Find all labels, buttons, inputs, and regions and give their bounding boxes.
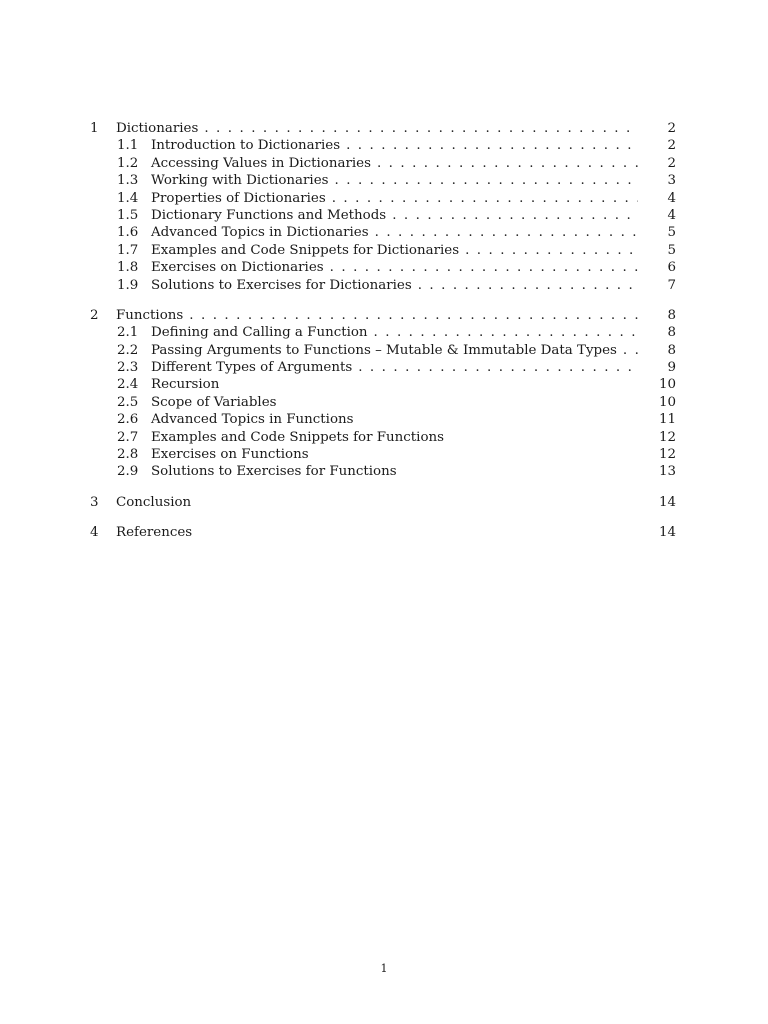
toc-page-number: 12 [658,429,676,445]
toc-entry[interactable] [90,155,676,172]
toc-section-number: 4 [90,525,99,541]
toc-page-number: 14 [658,494,676,510]
toc-dot-leader [198,120,638,137]
toc-entry-number: 1.6 [117,225,139,241]
toc-entry[interactable] [90,429,676,446]
toc-section-title: Dictionaries [116,121,199,136]
toc-entry-number: 2.9 [117,464,139,480]
toc-entry-number: 1.1 [117,138,139,154]
toc-section-number: 2 [90,307,99,323]
toc-entry-number: 2.4 [117,377,139,393]
toc-entry-title: Dictionary Functions and Methods [151,207,387,223]
toc-page-number: 2 [667,138,676,154]
toc-page-number: 5 [667,225,676,241]
toc-section-heading[interactable] [90,494,676,511]
toc-entry-number: 1.7 [117,242,139,258]
toc-entry-number: 2.8 [117,447,139,463]
toc-page-number: 5 [667,242,676,258]
toc-entry-title: Working with Dictionaries [151,173,329,189]
toc-entry[interactable] [90,190,676,207]
toc-entry-number: 2.7 [117,429,139,445]
toc-entry-title: Advanced Topics in Functions [151,412,354,428]
toc-entry[interactable] [90,446,676,463]
toc-dot-leader [340,137,638,154]
toc-entry-number: 2.3 [117,360,139,376]
toc-entry[interactable] [90,324,676,341]
toc-entry-title: Solutions to Exercises for Functions [151,464,397,480]
toc-entry-title: Introduction to Dictionaries [151,138,341,154]
toc-entry-title: Exercises on Dictionaries [151,260,324,276]
toc-section-heading[interactable] [90,120,676,137]
toc-section [90,307,676,481]
toc-entry[interactable] [90,172,676,189]
toc-entry-title: Different Types of Arguments [151,360,353,376]
toc-page-number: 12 [658,447,676,463]
toc-dot-leader [326,190,638,207]
toc-page-number: 6 [667,260,676,276]
toc-entry[interactable] [90,259,676,276]
toc-entry-title: Examples and Code Snippets for Dictionaries [151,242,460,258]
toc-entry[interactable] [90,342,676,359]
toc-entry-number: 1.9 [117,277,139,293]
toc-entry[interactable] [90,359,676,376]
toc-section [90,494,676,511]
toc-entry-number: 2.5 [117,394,139,410]
toc-page-number: 8 [667,307,676,323]
toc-entry[interactable] [90,277,676,294]
toc-entry-title: Advanced Topics in Dictionaries [151,225,369,241]
table-of-contents [90,120,676,555]
toc-page-number: 2 [667,155,676,171]
toc-entry-number: 2.1 [117,325,139,341]
toc-entry-number: 2.6 [117,412,139,428]
toc-dot-leader [412,277,638,294]
toc-entry-number: 1.4 [117,190,139,206]
toc-dot-leader [352,359,638,376]
toc-dot-leader [329,172,638,189]
toc-entry-title: Passing Arguments to Functions – Mutable & Immutable Data Types [151,342,617,358]
toc-entry[interactable] [90,463,676,480]
toc-section-number: 3 [90,494,99,510]
toc-entry-title: Solutions to Exercises for Dictionaries [151,277,412,293]
toc-entry-number: 1.8 [117,260,139,276]
toc-section [90,524,676,541]
toc-page-number: 4 [667,190,676,206]
toc-section-heading[interactable] [90,307,676,324]
toc-page-number: 10 [658,394,676,410]
toc-section-title: Functions [116,307,184,323]
toc-entry-title: Scope of Variables [151,394,277,410]
toc-page-number: 8 [667,342,676,358]
toc-page-number: 10 [658,377,676,393]
toc-page-number: 7 [667,277,676,293]
toc-section-heading[interactable] [90,524,676,541]
toc-section-title: References [116,525,193,541]
toc-entry-number: 2.2 [117,342,139,358]
toc-section-title: Conclusion [116,494,192,510]
toc-section [90,120,676,294]
toc-dot-leader [368,324,638,341]
toc-page-number: 13 [658,464,676,480]
toc-page-number: 14 [658,525,676,541]
toc-entry[interactable] [90,376,676,393]
toc-section-number: 1 [90,121,99,136]
toc-entry[interactable] [90,207,676,224]
toc-entry-number: 1.2 [117,155,139,171]
toc-page-number: 8 [667,325,676,341]
toc-page-number: 3 [667,173,676,189]
toc-entry-number: 1.3 [117,173,139,189]
toc-dot-leader [459,242,638,259]
toc-page-number: 11 [658,412,676,428]
toc-entry-title: Examples and Code Snippets for Functions [151,429,445,445]
toc-page-number: 2 [667,121,676,136]
toc-entry-title: Accessing Values in Dictionaries [151,155,371,171]
toc-dot-leader [324,259,638,276]
toc-entry[interactable] [90,242,676,259]
page-footer-number: 1 [380,962,388,975]
toc-entry-number: 1.5 [117,207,139,223]
toc-entry-title: Exercises on Functions [151,447,309,463]
toc-page-number: 9 [667,360,676,376]
toc-page-number: 4 [667,207,676,223]
toc-dot-leader [183,307,638,324]
toc-dot-leader [371,155,638,172]
toc-entry[interactable] [90,411,676,428]
toc-entry[interactable] [90,137,676,154]
toc-entry[interactable] [90,224,676,241]
toc-entry-title: Recursion [151,377,220,393]
toc-entry-title: Properties of Dictionaries [151,190,326,206]
toc-dot-leader [369,224,638,241]
toc-entry-title: Defining and Calling a Function [151,325,368,341]
toc-dot-leader [386,207,638,224]
toc-dot-leader [617,342,638,359]
toc-entry[interactable] [90,394,676,411]
